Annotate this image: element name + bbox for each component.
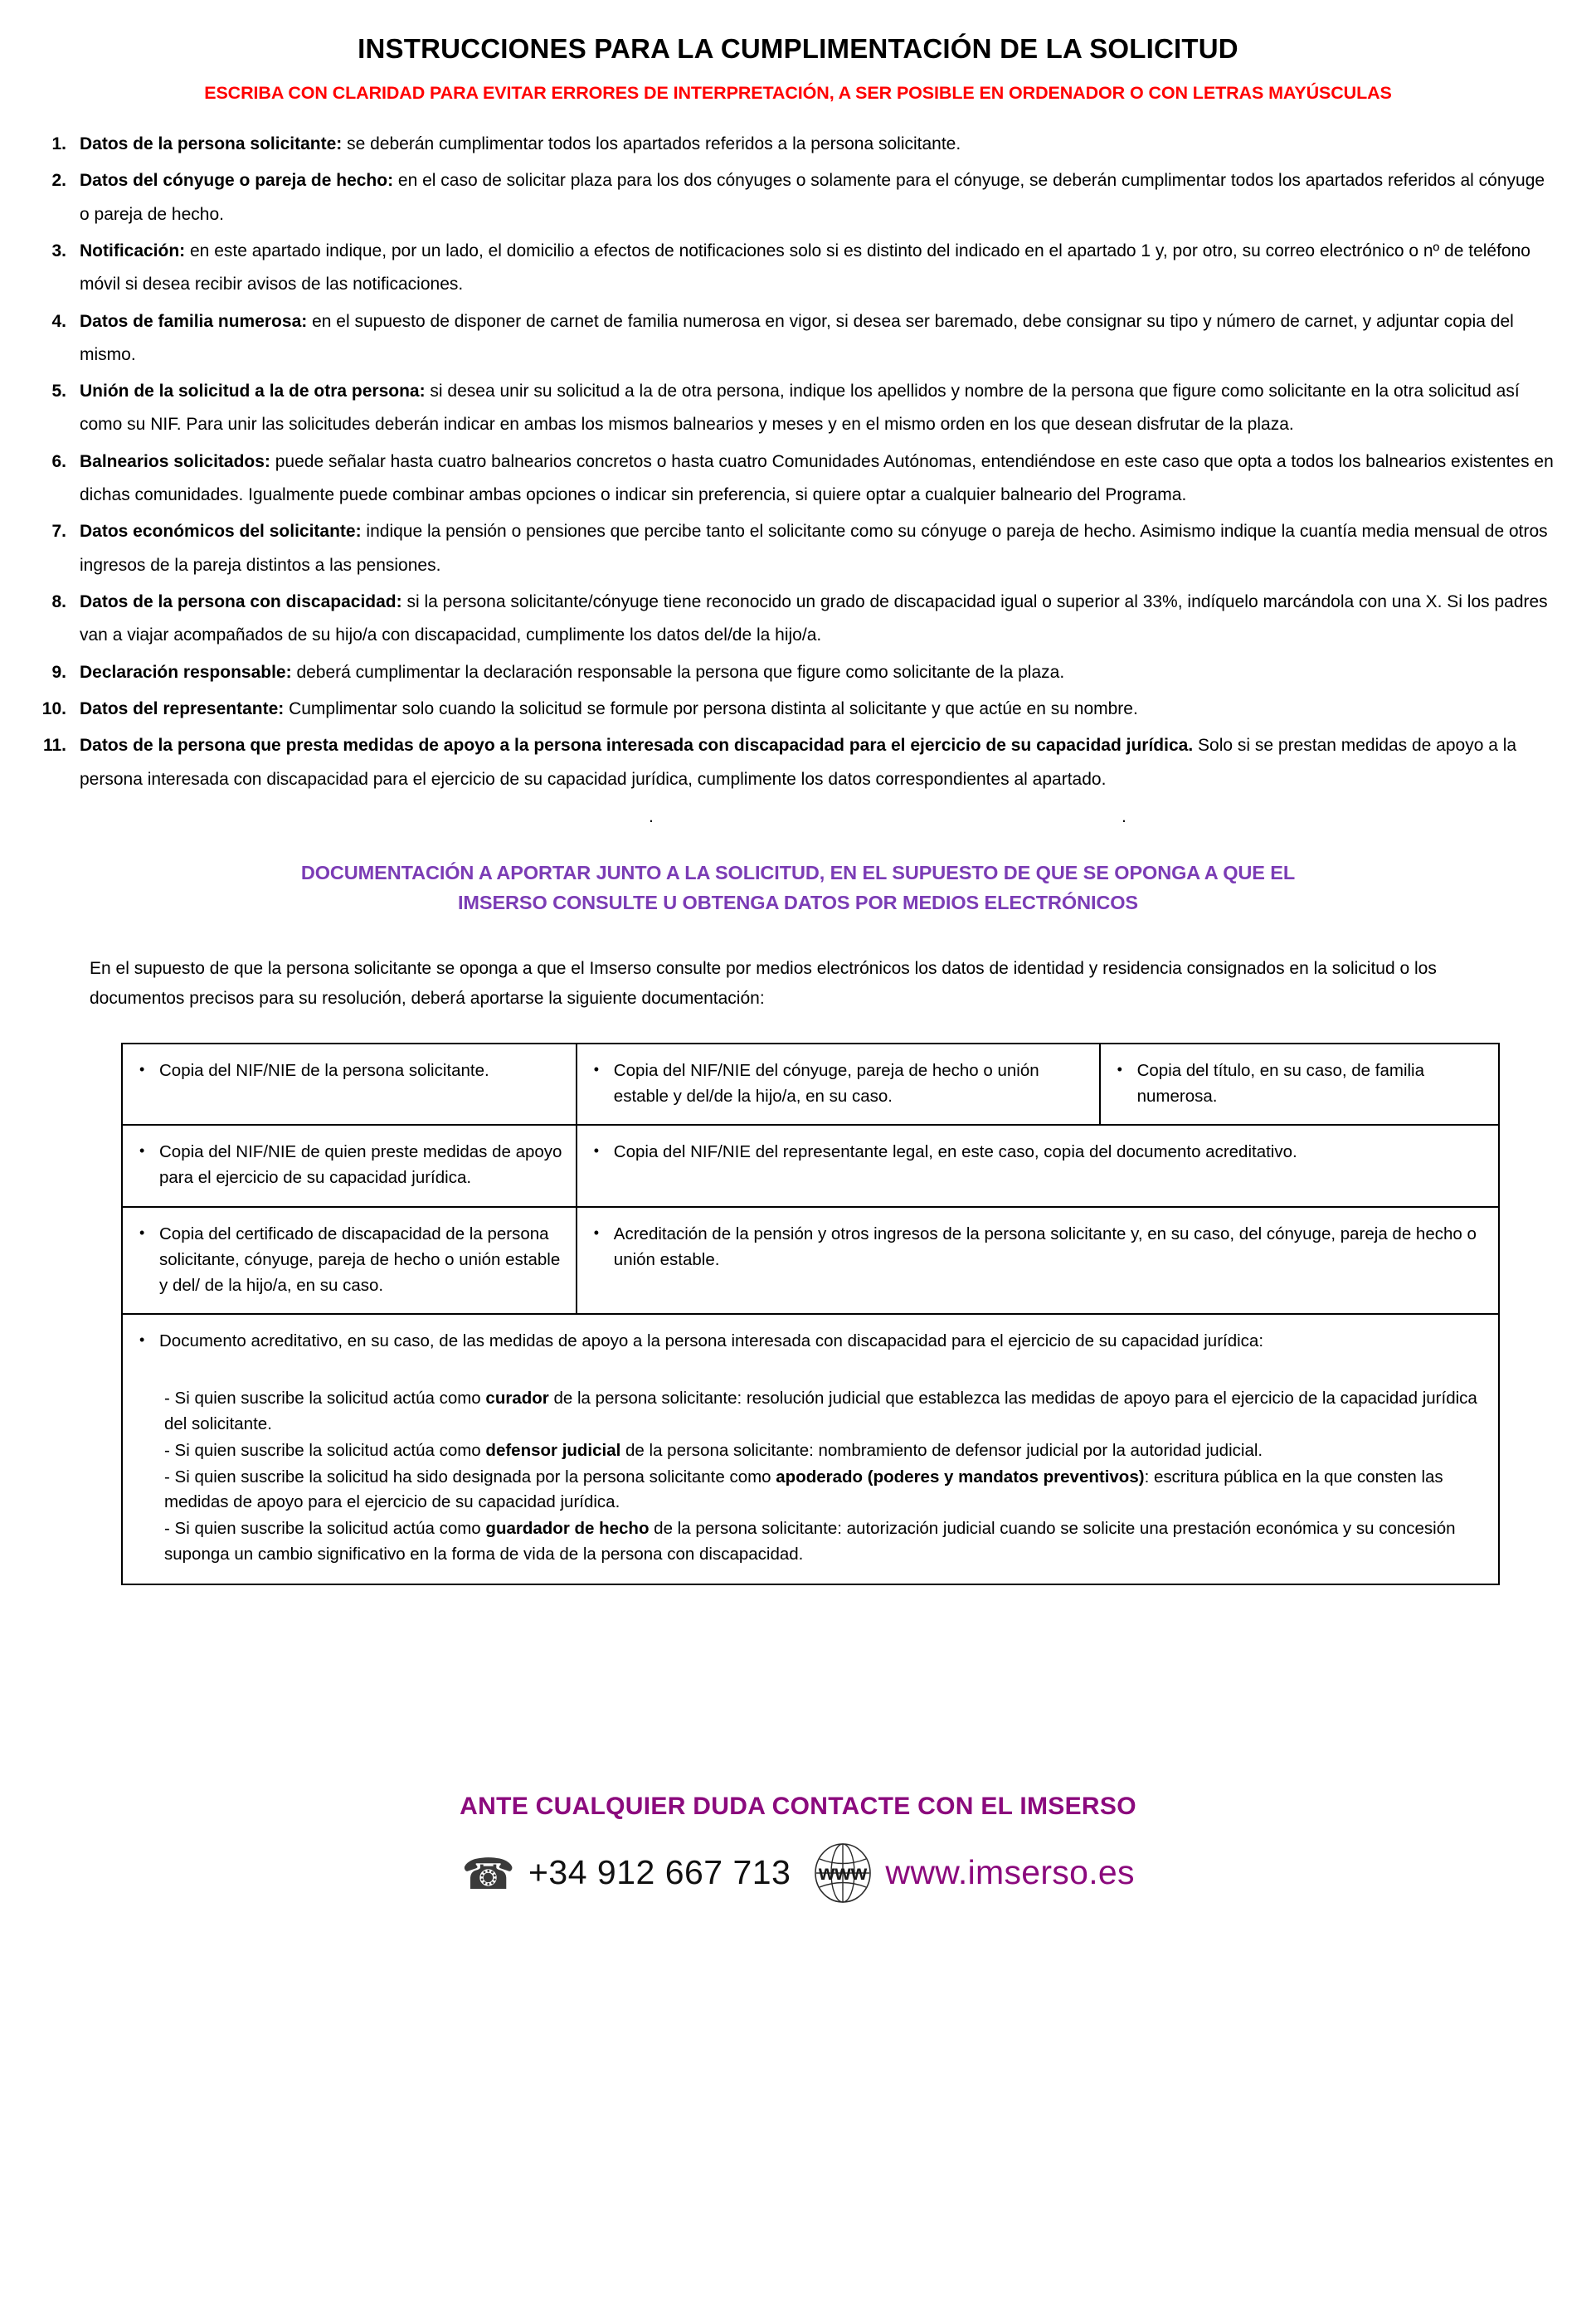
instruction-body bbox=[80, 656, 1564, 689]
globe-www-icon bbox=[812, 1842, 873, 1904]
bullet-icon: • bbox=[139, 1060, 145, 1078]
instruction-text: se deberán cumplimentar todos los apartados referidos a la persona solicitante. bbox=[342, 134, 961, 153]
table-cell bbox=[122, 1044, 577, 1125]
instruction-item bbox=[33, 305, 1564, 372]
documentation-heading-line-1: DOCUMENTACIÓN A APORTAR JUNTO A LA SOLICITUD, EN EL SUPUESTO DE QUE SE OPONGA A QUE EL bbox=[300, 861, 1296, 883]
instruction-item bbox=[33, 128, 1564, 161]
bullet-text: Copia del certificado de discapacidad de la persona solicitante, cónyuge, pareja de hecho o unión estable y del/ de la hijo/a, en su caso. bbox=[159, 1224, 561, 1295]
instruction-text: en el supuesto de disponer de carnet de familia numerosa en vigor, si desea ser baremado, debe consignar su tipo y número de carnet, y adjuntar copia del mismo. bbox=[80, 311, 1514, 364]
instruction-item bbox=[33, 586, 1564, 653]
instructions-list bbox=[32, 128, 1564, 796]
bullet-item bbox=[134, 1139, 564, 1190]
mid-dot-right: . bbox=[1122, 806, 1126, 826]
footer-contact-row bbox=[32, 1842, 1564, 1904]
bullet-item bbox=[1112, 1058, 1487, 1109]
instruction-body bbox=[80, 164, 1564, 231]
support-measures-list bbox=[134, 1386, 1487, 1567]
instruction-text: si desea unir su solicitud a la de otra persona, indique los apellidos y nombre de la persona que figure como solicitante en la otra solicitud así como su NIF. Para unir las solicitudes deberán indicar en ambas los mismos balnearios y meses y en el mismo orden en los que desean disfrutar de la plaza. bbox=[80, 382, 1520, 435]
bullet-text: Acreditación de la pensión y otros ingresos de la persona solicitante y, en su caso, del cónyuge, pareja de hecho o unión estable. bbox=[613, 1224, 1477, 1269]
documentation-section-heading bbox=[32, 858, 1564, 918]
instruction-term: Declaración responsable: bbox=[80, 662, 292, 682]
instruction-item bbox=[33, 729, 1564, 796]
instruction-text: deberá cumplimentar la declaración responsable la persona que figure como solicitante de la plaza. bbox=[291, 662, 1065, 682]
instruction-text: Solo si se prestan medidas de apoyo a la persona interesada con discapacidad para el ejercicio de su capacidad jurídica, cumplimente los datos correspondientes al apartado. bbox=[80, 736, 1517, 789]
instruction-item bbox=[33, 515, 1564, 582]
document-page bbox=[0, 18, 1596, 2321]
instruction-number: 7. bbox=[51, 522, 66, 542]
support-measure-prefix: - Si quien suscribe la solicitud actúa como bbox=[164, 1389, 486, 1409]
bullet-text: Copia del NIF/NIE de la persona solicitante. bbox=[159, 1060, 489, 1080]
instruction-body bbox=[80, 515, 1564, 582]
mid-page-marks bbox=[32, 800, 1564, 834]
support-measure-item bbox=[164, 1516, 1487, 1568]
table-cell bbox=[577, 1207, 1499, 1314]
table-cell-wide bbox=[122, 1314, 1499, 1584]
instruction-number: 10. bbox=[41, 698, 66, 718]
support-measure-suffix: : escritura pública en la que consten las medidas de apoyo para el ejercicio de su capacidad jurídica. bbox=[164, 1467, 1443, 1512]
instruction-text: en el caso de solicitar plaza para los dos cónyuges o solamente para el cónyuge, se deberán cumplimentar todos los apartados referidos al cónyuge o pareja de hecho. bbox=[80, 171, 1545, 224]
table-row bbox=[122, 1314, 1499, 1584]
instruction-number: 4. bbox=[51, 311, 66, 331]
footer bbox=[32, 1793, 1564, 1920]
mid-dot-left: . bbox=[649, 806, 654, 826]
bullet-item bbox=[134, 1221, 564, 1298]
table-row bbox=[122, 1044, 1499, 1125]
support-measure-item bbox=[164, 1386, 1487, 1438]
instruction-body bbox=[80, 445, 1564, 513]
bullet-text: Copia del NIF/NIE del cónyuge, pareja de hecho o unión estable y del/de la hijo/a, en su caso. bbox=[613, 1060, 1039, 1107]
instruction-number: 1. bbox=[51, 134, 66, 153]
instruction-term: Datos de familia numerosa: bbox=[80, 311, 308, 331]
bullet-icon: • bbox=[139, 1331, 145, 1349]
table-row bbox=[122, 1207, 1499, 1314]
instruction-text: en este apartado indique, por un lado, el domicilio a efectos de notificaciones solo si es distinto del indicado en el apartado 1 y, por otro, su correo electrónico o nº de teléfono móvil si desea recibir avisos de las notificaciones. bbox=[80, 241, 1530, 294]
bullet-icon: • bbox=[593, 1224, 600, 1241]
footer-heading: ANTE CUALQUIER DUDA CONTACTE CON EL IMSERSO bbox=[460, 1792, 1136, 1820]
instruction-body bbox=[80, 128, 1564, 161]
support-measure-item bbox=[164, 1465, 1487, 1516]
instruction-number: 5. bbox=[51, 382, 66, 401]
table-row bbox=[122, 1125, 1499, 1206]
instruction-item bbox=[33, 693, 1564, 726]
page-subtitle-warning: ESCRIBA CON CLARIDAD PARA EVITAR ERRORES DE INTERPRETACIÓN, A SER POSIBLE EN ORDENADOR O CON LETRAS MAYÚSCULAS bbox=[204, 83, 1392, 104]
instruction-term: Datos económicos del solicitante: bbox=[80, 522, 362, 542]
instruction-number: 6. bbox=[51, 451, 66, 471]
telephone-icon: ☎ bbox=[461, 1850, 515, 1899]
table-cell bbox=[122, 1207, 577, 1314]
support-measure-suffix: de la persona solicitante: nombramiento de defensor judicial por la autoridad judicial. bbox=[620, 1440, 1263, 1460]
table-cell bbox=[577, 1125, 1499, 1206]
support-measure-role: guardador de hecho bbox=[485, 1519, 650, 1539]
support-measure-suffix: de la persona solicitante: autorización judicial cuando se solicite una prestación económica y su concesión suponga un cambio significativo en la forma de vida de la persona con discapacidad. bbox=[164, 1519, 1456, 1564]
support-measure-suffix: de la persona solicitante: resolución judicial que establezca las medidas de apoyo para el ejercicio de la capacidad jurídica del solicitante. bbox=[164, 1389, 1477, 1434]
bullet-icon: • bbox=[139, 1142, 145, 1160]
documentation-heading-line-2: IMSERSO CONSULTE U OBTENGA DATOS POR MEDIOS ELECTRÓNICOS bbox=[458, 892, 1138, 914]
bullet-item bbox=[589, 1139, 1487, 1165]
bullet-icon: • bbox=[139, 1224, 145, 1241]
bullet-icon: • bbox=[1117, 1060, 1122, 1078]
instruction-item bbox=[33, 656, 1564, 689]
documentation-intro-paragraph: En el supuesto de que la persona solicitante se oponga a que el Imserso consulte por medios electrónicos los datos de identidad y residencia consignados en la solicitud o los documentos precisos para su resolución, deberá aportarse la siguiente documentación: bbox=[90, 958, 1437, 1008]
support-measure-role: apoderado (poderes y mandatos preventivos) bbox=[776, 1467, 1145, 1487]
instruction-term: Datos del cónyuge o pareja de hecho: bbox=[80, 171, 394, 191]
instruction-text: indique la pensión o pensiones que percibe tanto el solicitante como su cónyuge o pareja de hecho. Asimismo indique la cuantía media mensual de otros ingresos de la pareja distintos a las pensiones. bbox=[80, 522, 1548, 575]
instruction-text: Cumplimentar solo cuando la solicitud se formule por persona distinta al solicitante y que actúe en su nombre. bbox=[284, 698, 1138, 718]
phone-number: +34 912 667 713 bbox=[528, 1853, 791, 1892]
bullet-text: Copia del título, en su caso, de familia numerosa. bbox=[1136, 1060, 1425, 1107]
instruction-number: 8. bbox=[51, 592, 66, 612]
instruction-text: puede señalar hasta cuatro balnearios concretos o hasta cuatro Comunidades Autónomas, entendiéndose en este caso que opta a todos los balnearios existentes en dichas comunidades. Igualmente puede combinar ambas opciones o indicar sin preferencia, si quiere optar a cualquier balneario del Programa. bbox=[80, 451, 1554, 505]
instruction-number: 9. bbox=[51, 662, 66, 682]
instruction-body bbox=[80, 693, 1564, 726]
instruction-term: Datos de la persona solicitante: bbox=[80, 134, 343, 153]
table-cell bbox=[1100, 1044, 1499, 1125]
instruction-term: Datos del representante: bbox=[80, 698, 285, 718]
instruction-number: 11. bbox=[42, 736, 66, 756]
bullet-item bbox=[134, 1328, 1487, 1355]
support-measure-item bbox=[164, 1438, 1487, 1464]
instruction-term: Balnearios solicitados: bbox=[80, 451, 270, 471]
instruction-body bbox=[80, 586, 1564, 653]
bullet-item bbox=[589, 1058, 1088, 1109]
bullet-icon: • bbox=[593, 1060, 600, 1078]
website-url[interactable]: www.imserso.es bbox=[885, 1853, 1135, 1892]
support-measure-prefix: - Si quien suscribe la solicitud actúa como bbox=[164, 1519, 486, 1539]
bullet-icon: • bbox=[593, 1142, 600, 1160]
support-measure-prefix: - Si quien suscribe la solicitud actúa como bbox=[164, 1440, 486, 1460]
instruction-term: Unión de la solicitud a la de otra persona: bbox=[80, 382, 426, 401]
instruction-number: 2. bbox=[51, 171, 66, 191]
bullet-text: Copia del NIF/NIE del representante legal, en este caso, copia del documento acreditativo. bbox=[613, 1142, 1297, 1162]
instruction-body bbox=[80, 729, 1564, 796]
instruction-term: Datos de la persona que presta medidas de apoyo a la persona interesada con discapacidad para el ejercicio de su capacidad jurídica. bbox=[80, 736, 1194, 756]
table-cell bbox=[122, 1125, 577, 1206]
bullet-item bbox=[134, 1058, 564, 1083]
instruction-body bbox=[80, 235, 1564, 302]
instruction-item bbox=[33, 164, 1564, 231]
instruction-term: Notificación: bbox=[80, 241, 186, 260]
instruction-body bbox=[80, 375, 1564, 442]
instruction-item bbox=[33, 235, 1564, 302]
instruction-number: 3. bbox=[51, 241, 66, 260]
table-cell bbox=[577, 1044, 1100, 1125]
support-measure-prefix: - Si quien suscribe la solicitud ha sido designada por la persona solicitante como bbox=[164, 1467, 776, 1487]
bullet-text: Copia del NIF/NIE de quien preste medidas de apoyo para el ejercicio de su capacidad jurídica. bbox=[159, 1142, 562, 1188]
support-measure-role: defensor judicial bbox=[485, 1440, 621, 1460]
bullet-item bbox=[589, 1221, 1487, 1272]
globe-www-label: www bbox=[819, 1861, 868, 1885]
bullet-text: Documento acreditativo, en su caso, de las medidas de apoyo a la persona interesada con discapacidad para el ejercicio de su capacidad jurídica: bbox=[159, 1331, 1264, 1351]
page-title: INSTRUCCIONES PARA LA CUMPLIMENTACIÓN DE LA SOLICITUD bbox=[358, 33, 1238, 65]
instruction-text: si la persona solicitante/cónyuge tiene reconocido un grado de discapacidad igual o superior al 33%, indíquelo marcándola con una X. Si los padres van a viajar acompañados de su hijo/a con discapacidad, cumplimente los datos del/de la hijo/a. bbox=[80, 592, 1548, 645]
documentation-table bbox=[121, 1043, 1500, 1585]
documentation-table-body bbox=[122, 1044, 1499, 1584]
support-measure-role: curador bbox=[485, 1389, 549, 1409]
instruction-item bbox=[33, 445, 1564, 513]
instruction-item bbox=[33, 375, 1564, 442]
instruction-term: Datos de la persona con discapacidad: bbox=[80, 592, 402, 612]
instruction-body bbox=[80, 305, 1564, 372]
